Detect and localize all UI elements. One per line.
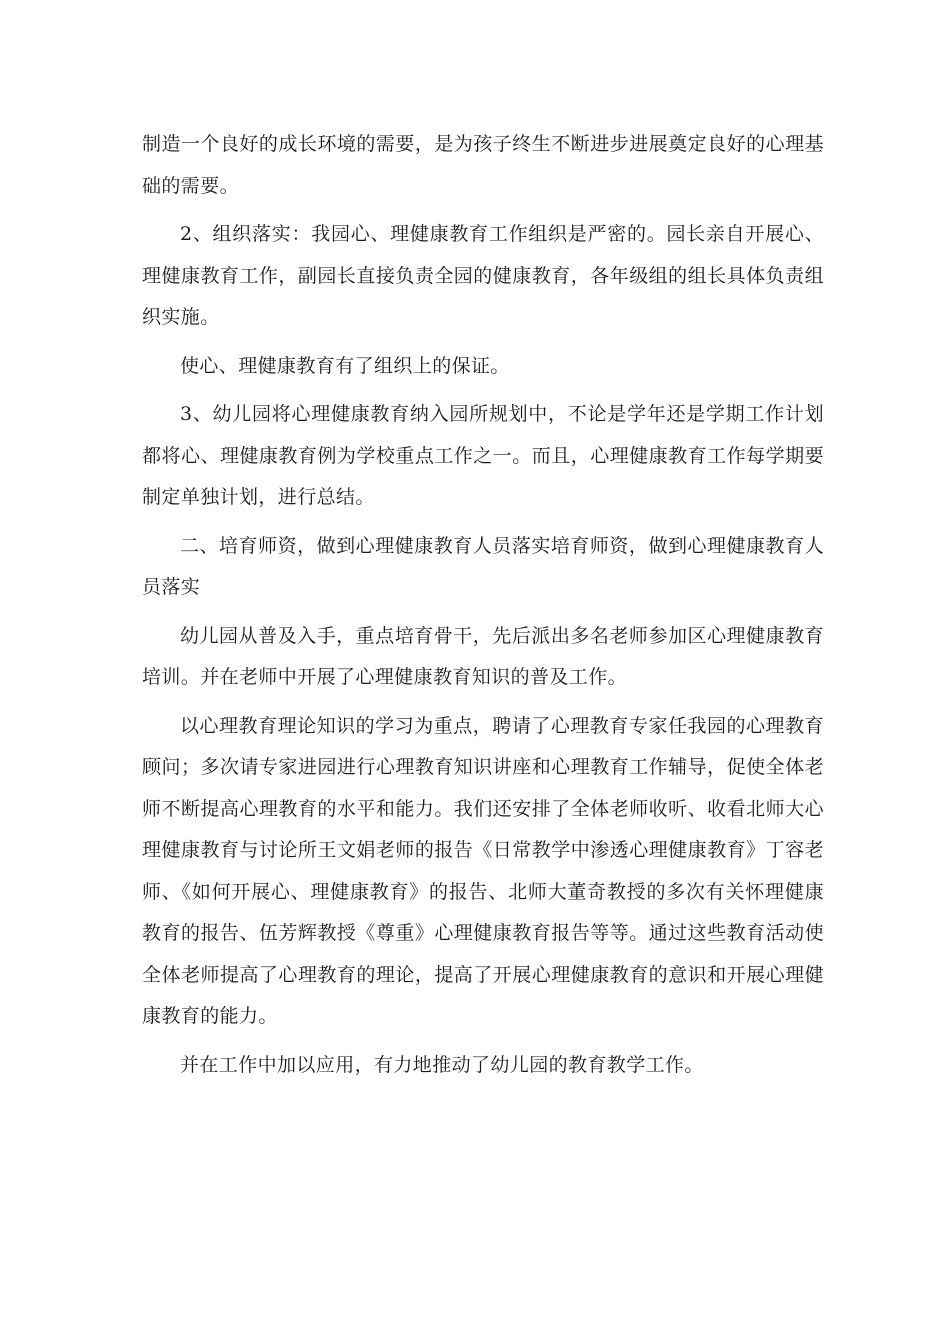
document-body bbox=[142, 124, 824, 1093]
paragraph: 制造一个良好的成长环境的需要，是为孩子终生不断进步进展奠定良好的心理基础的需要。 bbox=[142, 133, 824, 197]
paragraph: 3、幼儿园将心理健康教育纳入园所规划中，不论是学年还是学期工作计划都将心、理健康教育例为学校重点工作之一。而且，心理健康教育工作每学期要制定单独计划，进行总结。 bbox=[142, 403, 824, 508]
section-heading: 二、培育师资，做到心理健康教育人员落实培育师资，做到心理健康教育人员落实 bbox=[142, 534, 824, 598]
paragraph: 并在工作中加以应用，有力地推动了幼儿园的教育教学工作。 bbox=[180, 1053, 704, 1076]
paragraph: 以心理教育理论知识的学习为重点，聘请了心理教育专家任我园的心理教育顾问；多次请专家进园进行心理教育知识讲座和心理教育工作辅导，促使全体老师不断提高心理教育的水平和能力。我们还安排了全体老师收听、收看北师大心理健康教育与讨论所王文娟老师的报告《日常教学中渗透心理健康教育》丁容老师、《如何开展心、理健康教育》的报告、北师大董奇教授的多次有关怀理健康教育的报告、伍芳辉教授《尊重》心理健康教育报告等等。通过这些教育活动使全体老师提高了心理教育的理论，提高了开展心理健康教育的意识和开展心理健康教育的能力。 bbox=[142, 714, 824, 1027]
paragraph: 2、组织落实：我园心、理健康教育工作组织是严密的。园长亲自开展心、理健康教育工作，副园长直接负责全园的健康教育，各年级组的组长具体负责组织实施。 bbox=[142, 223, 824, 328]
paragraph: 使心、理健康教育有了组织上的保证。 bbox=[180, 354, 510, 377]
paragraph: 幼儿园从普及入手，重点培育骨干，先后派出多名老师参加区心理健康教育培训。并在老师中开展了心理健康教育知识的普及工作。 bbox=[142, 624, 824, 688]
